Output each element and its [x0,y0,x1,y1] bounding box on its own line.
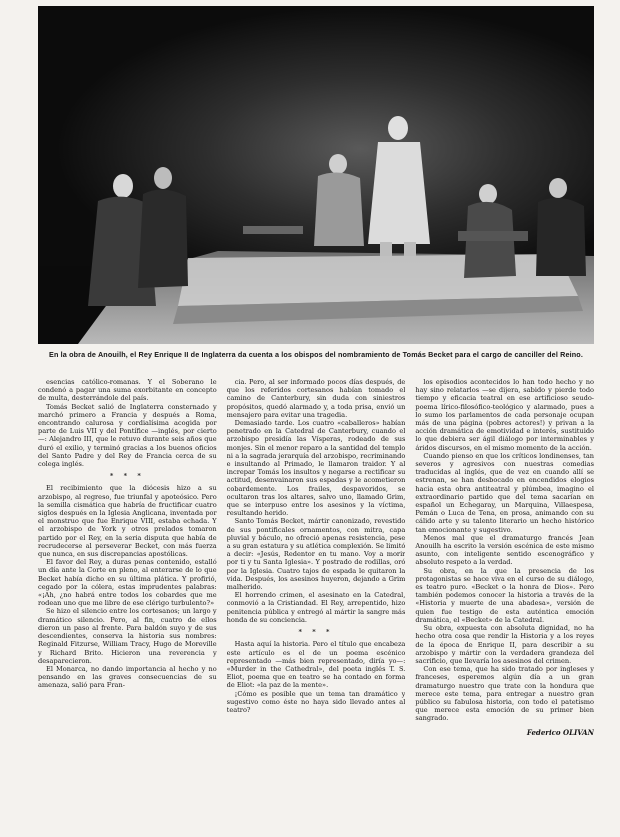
article-column-3 [415,378,594,830]
paragraph: El favor del Rey, a duras penas contenido, estalló un día ante la Corte en pleno, al enterarse de lo que Becket había dicho en su última plática. Y profirió, cegado por la cólera, estas imprudentes palabras: «¡Ah, ¿no habrá entre todos los cobardes que me rodean uno que me libre de ese clérigo turbulento?» [38,558,217,608]
paragraph: ¡Cómo es posible que un tema tan dramático y sugestivo como éste no haya sido llevado antes al teatro? [226,689,406,714]
author-signature: Federico OLIVAN [526,727,594,737]
stage-scene-image [38,6,594,344]
section-separator: * * * [298,628,334,637]
paragraph: Santo Tomás Becket, mártir canonizado, revestido de sus pontificales ornamentos, con mitra, capa pluvial y báculo, no ofreció apenas resistencia, pese a su gran estatura y su atlética complexión. Se limitó a decir: «Jesús, Redentor en tu mano. Voy a morir por ti y tu Santa Iglesia». Y postrado de rodillas, oró por la Iglesia. Cuatro tajos de espada le quitaron la vida. Después, los asesinos huyeron, dejando a Grim malherido. [226,517,406,592]
paragraph: Su obra, expuesta con absoluta dignidad, no ha hecho otra cosa que rendir la Historia y a los reyes de la época de Enrique II, para describir a su arzobispo y mártir con la verdadera grandeza del sacrificio, que llevaría los asesinos del crimen. [415,624,594,665]
photo-caption: En la obra de Anouilh, el Rey Enrique II de Inglaterra da cuenta a los obispos del nombramiento de Tomás Becket para el cargo de canciller del Reino. [49,350,583,359]
paragraph: esencias católico-romanas. Y el Soberano le condenó a pagar una suma exorbitante en concepto de multa, desterrándole del país. [38,378,217,403]
stage-photograph [38,6,594,344]
paragraph: Tomás Becket salió de Inglaterra consternado y marchó primero a Francia y después a Roma, encontrando calurosa y cordialísima acogida por parte de Luis VII y del Pontífice —inglés, por cierto—: Alejandro III, que le retuvo durante seis años que duró el exilio, y terminó gracias a los buenos oficios del Santo Padre y del Rey de Francia cerca de su colega inglés. [38,402,217,469]
paragraph: cia. Pero, al ser informado pocos días después, de que los referidos cortesanos habían tomado el camino de Canterbury, sin duda con siniestros propósitos, quedó alarmado y, a toda prisa, envió un mensajero para evitar una tragedia. [226,378,406,419]
paragraph: Demasiado tarde. Los cuatro «caballeros» habían penetrado en la Catedral de Canterbury, cuando el arzobispo presidía las Vísperas, rodeado de sus monjes. Sin el menor reparo a la santidad del templo ni a la sagrada jerarquía del arzobispo, recriminando e insultando al Primado, le llamaron traidor. Y al increpar Tomás los insultos y negarse a rectificar su actitud, desenvainaron sus espadas y le acometieron cobardemente. Los frailes, despavoridos, se ocultaron tras los altares, salvo uno, llamado Grim, que se interpuso entre los asesinos y la víctima, resultando herido. [226,419,406,518]
paragraph: Menos mal que el dramaturgo francés Jean Anouilh ha escrito la versión escénica de este mismo asunto, con inteligente sentido escenográfico y absoluto respeto a la verdad. [415,533,594,567]
paragraph: Se hizo el silencio entre los cortesanos; un largo y dramático silencio. Pero, al fin, cuatro de ellos dieron un paso al frente. Para baldón suyo y de sus descendientes, conserva la historia sus nombres: Reginald Fitzurse, William Tracy, Hugo de Moreville y Richard Brito. Hicieron una reverencia y desaparecieron. [38,607,217,665]
paragraph: Con ese tema, que ha sido tratado por ingleses y franceses, esperemos algún día a un gran dramaturgo nuestro que trate con la hondura que merece este tema, para entregar a nuestro gran público su fabulosa historia, con todo el patetismo que merece esta emoción de su primer bien sangrado. [415,665,594,723]
section-separator: * * * [109,472,145,481]
paragraph: El Monarca, no dando importancia al hecho y no pensando en las graves consecuencias de su amenaza, salió para Fran- [38,664,217,690]
paragraph: Cuando pienso en que los críticos londinenses, tan severos y agresivos con nuestras comedias traducidas al inglés, que de vez en cuando allí se estrenan, se han desbocado en encendidos elogios hacia esta obra antiteatral y plúmbea, imagino el extraordinario partido que del tema sacarían en español un Echegaray, un Marquina, Villaespesa, Pemán o Luca de Tena, en prosa, animando con su cálido arte y su talento literario un hecho histórico tan emocionante y sugestivo. [415,451,594,534]
paragraph: El recibimiento que la diócesis hizo a su arzobispo, al regreso, fue triunfal y apoteósico. Pero la semilla cismática que habría de fructificar cuatro siglos después en la Iglesia Anglicana, inventada por el monstruo que fue Enrique VIII, estaba echada. Y el arzobispo de York y otros prelados tomaron partido por el Rey, en la seria disputa que había de recrudecerse al perseverar Becket, con más fuerza que nunca, en sus discrepancias apostólicas. [38,484,217,559]
article-body [38,378,594,830]
article-column-1 [38,378,217,830]
paragraph: los episodios acontecidos lo han todo hecho y no hay sino relatarlos —se dijera, sabido y pierde todo tiempo y eficacia teatral en ese artificioso seudo-poema lírico-filosófico-teológico y alarmado, pues a lo sumo los parlamentos de cada personaje ocupan más de una página (pobres actores!) y privan a la acción dramática de emotividad e interés, sustituido lo que debiera ser ágil diálogo por interminables y áridos discursos, en el mismo momento de la acción. [415,378,594,452]
article-column-2 [227,378,406,830]
paragraph: Su obra, en la que la presencia de los protagonistas se hace viva en el curso de su diálogo, es teatro puro. «Becket o la honra de Dios». Pero también podemos conocer la historia a través de la «Historia y muerte de una abadesa», versión de quien fue testigo de esta auténtica emoción dramática, el «Becket» de la Catedral. [415,566,594,624]
paragraph: Hasta aquí la historia. Pero el título que encabeza este artículo es el de un poema escénico representado —más bien representado, diría yo—: «Murder in the Cathedral», del poeta inglés T. S. Eliot, poema que en teatro se ha contado en forma de Eliot: «la paz de la mente». [226,640,406,690]
paragraph: El horrendo crimen, el asesinato en la Catedral, conmovió a la Cristiandad. El Rey, arrepentido, hizo penitencia pública y entregó al mártir la sangre más honda de su conciencia. [226,591,406,624]
